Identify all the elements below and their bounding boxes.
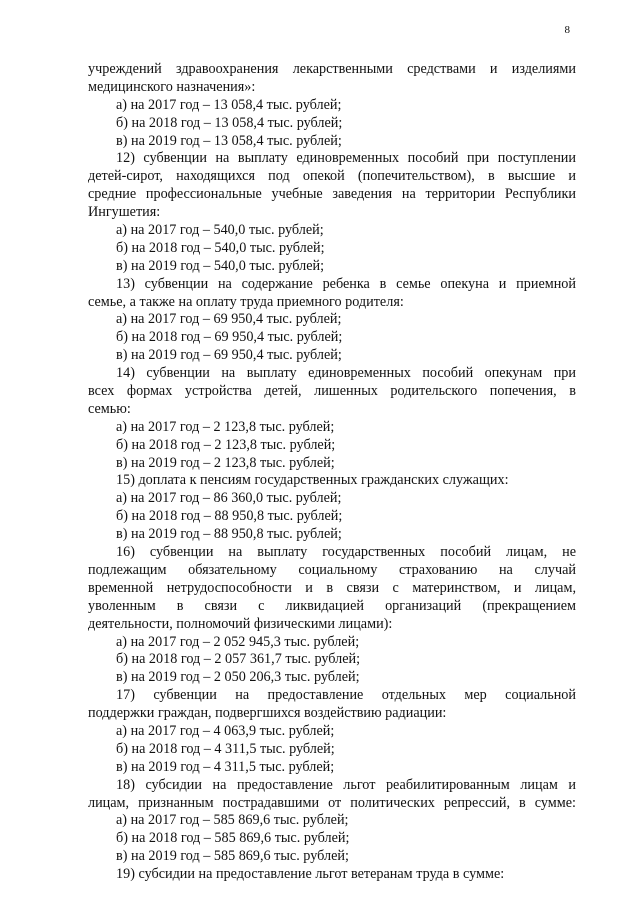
- text-line: деятельности, полномочий физическими лицами):: [88, 615, 393, 632]
- text-line: в) на 2019 год – 88 950,8 тыс. рублей;: [116, 526, 342, 543]
- text-line: б) на 2018 год – 2 057 361,7 тыс. рублей;: [116, 651, 361, 668]
- text-line: 12) субвенции на выплату единовременных пособий при поступлении: [116, 150, 576, 167]
- text-line: уволенным в связи с ликвидацией организаций (прекращением: [88, 597, 576, 614]
- text-line: б) на 2018 год – 69 950,4 тыс. рублей;: [116, 329, 343, 346]
- text-line: средние профессиональные учебные заведения на территории Республики: [88, 186, 576, 203]
- text-line: б) на 2018 год – 88 950,8 тыс. рублей;: [116, 508, 343, 525]
- text-line: а) на 2017 год – 540,0 тыс. рублей;: [116, 222, 324, 239]
- text-line: поддержки граждан, подвергшихся воздействию радиации:: [88, 705, 447, 722]
- text-line: в) на 2019 год – 4 311,5 тыс. рублей;: [116, 758, 335, 775]
- text-line: всех формах устройства детей, лишенных родительского попечения, в: [88, 383, 576, 400]
- text-line: лицам, признанным пострадавшими от политических репрессий, в сумме:: [88, 794, 576, 811]
- text-line: а) на 2017 год – 69 950,4 тыс. рублей;: [116, 311, 342, 328]
- text-line: в) на 2019 год – 69 950,4 тыс. рублей;: [116, 347, 342, 364]
- text-line: в) на 2019 год – 585 869,6 тыс. рублей;: [116, 848, 349, 865]
- text-line: а) на 2017 год – 2 123,8 тыс. рублей;: [116, 418, 335, 435]
- text-line: в) на 2019 год – 2 050 206,3 тыс. рублей;: [116, 669, 360, 686]
- text-line: а) на 2017 год – 86 360,0 тыс. рублей;: [116, 490, 342, 507]
- text-line: медицинского назначения»:: [88, 78, 256, 95]
- text-line: семью:: [88, 400, 131, 417]
- text-line: б) на 2018 год – 13 058,4 тыс. рублей;: [116, 114, 343, 131]
- text-line: подлежащим обязательному социальному страхованию на случай: [88, 561, 576, 578]
- text-line: 14) субвенции на выплату единовременных пособий опекунам при: [116, 365, 576, 382]
- page-number: 8: [564, 24, 570, 36]
- text-line: учреждений здравоохранения лекарственными средствами и изделиями: [88, 61, 576, 77]
- text-line: в) на 2019 год – 540,0 тыс. рублей;: [116, 257, 325, 274]
- text-line: 16) субвенции на выплату государственных пособий лицам, не: [116, 544, 576, 561]
- text-line: детей-сирот, находящихся под опекой (попечительством), в высшие и: [88, 168, 576, 185]
- text-line: а) на 2017 год – 2 052 945,3 тыс. рублей;: [116, 633, 360, 650]
- text-line: 17) субвенции на предоставление отдельных мер социальной: [116, 687, 576, 704]
- text-line: Ингушетия:: [88, 204, 161, 221]
- text-line: а) на 2017 год – 13 058,4 тыс. рублей;: [116, 96, 342, 113]
- document-body: [88, 61, 576, 884]
- text-line: 19) субсидии на предоставление льгот ветеранам труда в сумме:: [116, 866, 505, 883]
- text-line: 18) субсидии на предоставление льгот реабилитированным лицам и: [116, 776, 576, 793]
- text-line: б) на 2018 год – 4 311,5 тыс. рублей;: [116, 740, 335, 757]
- text-line: в) на 2019 год – 13 058,4 тыс. рублей;: [116, 132, 342, 149]
- text-line: б) на 2018 год – 540,0 тыс. рублей;: [116, 239, 325, 256]
- text-line: а) на 2017 год – 4 063,9 тыс. рублей;: [116, 722, 335, 739]
- text-line: 13) субвенции на содержание ребенка в семье опекуна и приемной: [116, 275, 576, 292]
- text-line: а) на 2017 год – 585 869,6 тыс. рублей;: [116, 812, 349, 829]
- text-line: 15) доплата к пенсиям государственных гражданских служащих:: [116, 472, 509, 489]
- text-line: в) на 2019 год – 2 123,8 тыс. рублей;: [116, 454, 335, 471]
- text-line: временной нетрудоспособности и в связи с материнством, и лицам,: [88, 579, 576, 596]
- text-line: б) на 2018 год – 2 123,8 тыс. рублей;: [116, 436, 336, 453]
- text-line: б) на 2018 год – 585 869,6 тыс. рублей;: [116, 830, 350, 847]
- text-line: семье, а также на оплату труда приемного родителя:: [88, 293, 404, 310]
